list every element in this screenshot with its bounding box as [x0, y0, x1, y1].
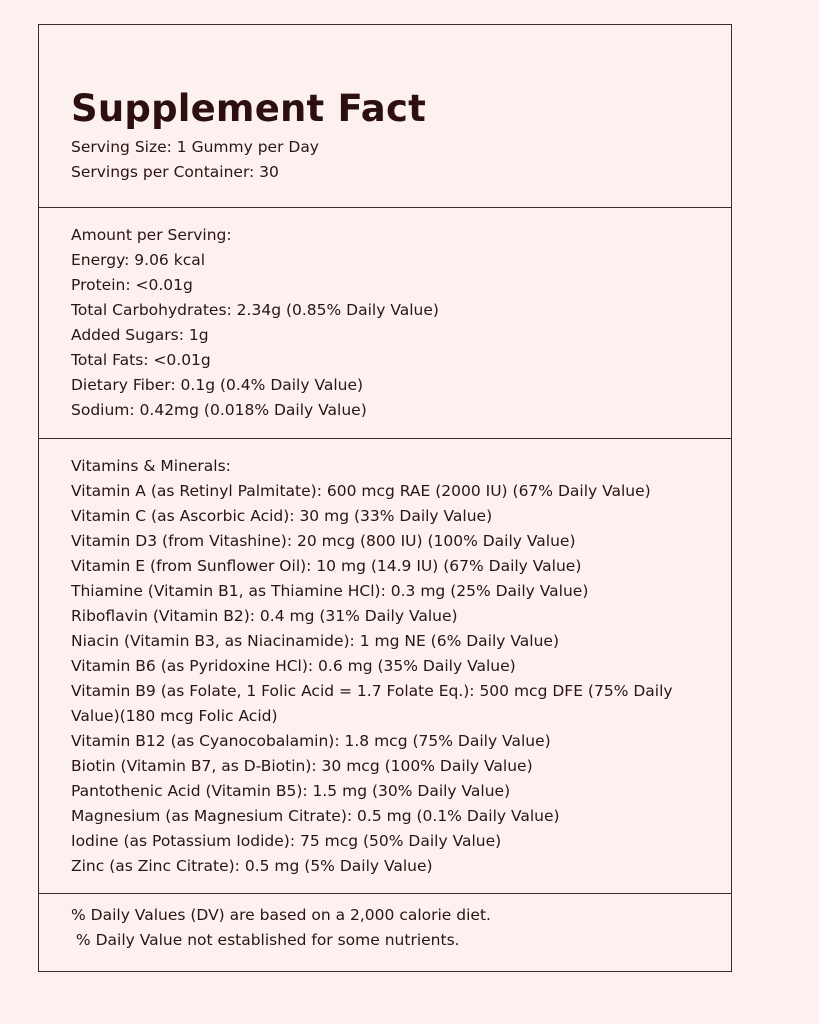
- amount-row: Dietary Fiber: 0.1g (0.4% Daily Value): [71, 376, 364, 394]
- vitamin-row: Vitamin C (as Ascorbic Acid): 30 mg (33% Daily Value): [71, 507, 493, 525]
- servings-per-container: Servings per Container: 30: [71, 163, 279, 181]
- amount-row: Total Carbohydrates: 2.34g (0.85% Daily Value): [71, 301, 439, 319]
- vitamin-row: Thiamine (Vitamin B1, as Thiamine HCl): 0.3 mg (25% Daily Value): [71, 582, 589, 600]
- page-title: Supplement Fact: [71, 87, 426, 130]
- amount-row: Energy: 9.06 kcal: [71, 251, 206, 269]
- amount-row: Added Sugars: 1g: [71, 326, 209, 344]
- amount-row: Protein: <0.01g: [71, 276, 193, 294]
- section-divider: [39, 893, 731, 894]
- vitamin-row: Vitamin B12 (as Cyanocobalamin): 1.8 mcg (75% Daily Value): [71, 732, 551, 750]
- daily-value-note: % Daily Values (DV) are based on a 2,000 calorie diet.: [71, 906, 491, 924]
- daily-value-not-established-note: % Daily Value not established for some nutrients.: [71, 931, 460, 949]
- supplement-facts-panel: [38, 24, 732, 972]
- section-divider: [39, 207, 731, 208]
- vitamin-row: Vitamin E (from Sunflower Oil): 10 mg (14.9 IU) (67% Daily Value): [71, 557, 582, 575]
- vitamins-heading: Vitamins & Minerals:: [71, 457, 231, 475]
- amount-row: Total Fats: <0.01g: [71, 351, 211, 369]
- vitamin-row: Pantothenic Acid (Vitamin B5): 1.5 mg (30% Daily Value): [71, 782, 511, 800]
- vitamin-row: Iodine (as Potassium Iodide): 75 mcg (50% Daily Value): [71, 832, 502, 850]
- vitamins-section: [39, 454, 731, 879]
- amount-heading: Amount per Serving:: [71, 226, 232, 244]
- vitamin-row: Vitamin B9 (as Folate, 1 Folic Acid = 1.7 Folate Eq.): 500 mcg DFE (75% Daily Value)(180 mcg Folic Acid): [71, 682, 673, 725]
- footer-section: [39, 903, 731, 953]
- serving-size: Serving Size: 1 Gummy per Day: [71, 138, 319, 156]
- vitamin-row: Niacin (Vitamin B3, as Niacinamide): 1 mg NE (6% Daily Value): [71, 632, 559, 650]
- vitamin-row: Vitamin D3 (from Vitashine): 20 mcg (800 IU) (100% Daily Value): [71, 532, 576, 550]
- vitamin-row: Magnesium (as Magnesium Citrate): 0.5 mg (0.1% Daily Value): [71, 807, 560, 825]
- amount-list: [71, 248, 731, 423]
- amount-row: Sodium: 0.42mg (0.018% Daily Value): [71, 401, 367, 419]
- section-divider: [39, 438, 731, 439]
- header-section: [39, 87, 731, 185]
- vitamin-row: Vitamin A (as Retinyl Palmitate): 600 mcg RAE (2000 IU) (67% Daily Value): [71, 482, 651, 500]
- amount-section: [39, 223, 731, 423]
- vitamin-row: Zinc (as Zinc Citrate): 0.5 mg (5% Daily Value): [71, 857, 433, 875]
- vitamin-row: Riboflavin (Vitamin B2): 0.4 mg (31% Daily Value): [71, 607, 458, 625]
- vitamin-row: Vitamin B6 (as Pyridoxine HCl): 0.6 mg (35% Daily Value): [71, 657, 516, 675]
- vitamin-row: Biotin (Vitamin B7, as D-Biotin): 30 mcg (100% Daily Value): [71, 757, 533, 775]
- vitamins-list: [71, 479, 731, 879]
